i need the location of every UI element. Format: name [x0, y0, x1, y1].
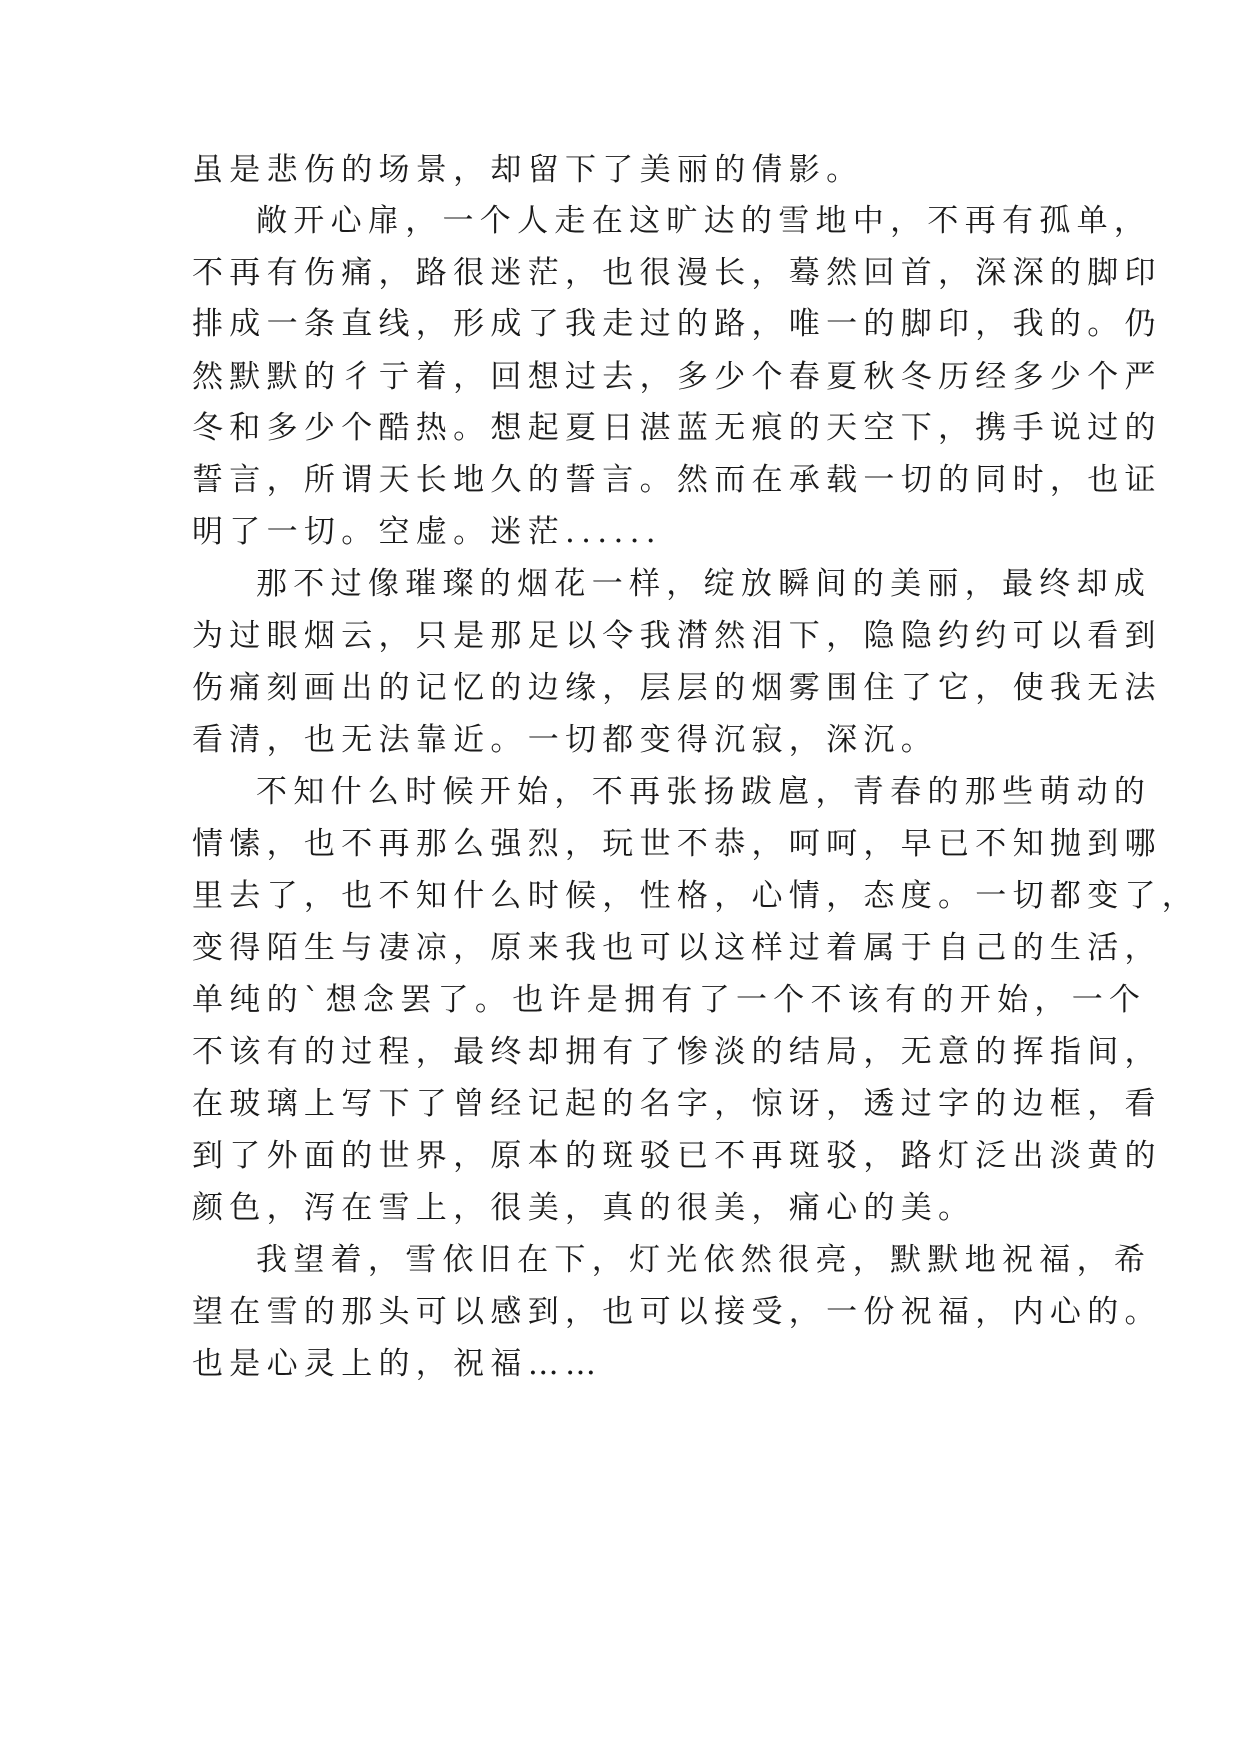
paragraph-start-line: 敞开心扉，一个人走在这旷达的雪地中，不再有孤单， — [256, 203, 1152, 239]
text-line: 到了外面的世界，原本的斑驳已不再斑驳，路灯泛出淡黄的 — [192, 1138, 1162, 1174]
text-line: 颜色，泻在雪上，很美，真的很美，痛心的美。 — [192, 1190, 976, 1226]
text-line: 排成一条直线，形成了我走过的路，唯一的脚印，我的。仍 — [192, 306, 1162, 342]
paragraph-start-line: 那不过像璀璨的烟花一样，绽放瞬间的美丽，最终却成 — [256, 566, 1152, 602]
text-line: 看清，也无法靠近。一切都变得沉寂，深沉。 — [192, 722, 938, 758]
text-line: 不该有的过程，最终却拥有了惨淡的结局，无意的挥指间， — [192, 1034, 1162, 1070]
text-line: 明了一切。空虚。迷茫...... — [192, 514, 662, 550]
paragraph-start-line: 不知什么时候开始，不再张扬跋扈，青春的那些萌动的 — [256, 774, 1152, 810]
paragraph-start-line: 我望着，雪依旧在下，灯光依然很亮，默默地祝福，希 — [256, 1242, 1152, 1278]
text-line: 里去了，也不知什么时候，性格，心情，态度。一切都变了， — [192, 878, 1200, 914]
text-line: 然默默的彳亍着，回想过去，多少个春夏秋冬历经多少个严 — [192, 359, 1162, 395]
text-line: 誓言，所谓天长地久的誓言。然而在承载一切的同时，也证 — [192, 462, 1162, 498]
text-line: 情愫，也不再那么强烈，玩世不恭，呵呵，早已不知抛到哪 — [192, 826, 1162, 862]
text-line: 冬和多少个酷热。想起夏日湛蓝无痕的天空下，携手说过的 — [192, 410, 1162, 446]
text-line: 在玻璃上写下了曾经记起的名字，惊讶，透过字的边框，看 — [192, 1086, 1162, 1122]
text-line: 虽是悲伤的场景，却留下了美丽的倩影。 — [192, 152, 864, 188]
text-line: 也是心灵上的，祝福…… — [192, 1346, 603, 1382]
text-line: 变得陌生与凄凉，原来我也可以这样过着属于自己的生活， — [192, 930, 1162, 966]
text-line: 为过眼烟云，只是那足以令我潸然泪下，隐隐约约可以看到 — [192, 618, 1162, 654]
text-line: 望在雪的那头可以感到，也可以接受，一份祝福，内心的。 — [192, 1294, 1162, 1330]
text-line: 单纯的`想念罢了。也许是拥有了一个不该有的开始，一个 — [192, 982, 1147, 1018]
text-line: 不再有伤痛，路很迷茫，也很漫长，蓦然回首，深深的脚印 — [192, 255, 1162, 291]
text-line: 伤痛刻画出的记忆的边缘，层层的烟雾围住了它，使我无法 — [192, 670, 1162, 706]
